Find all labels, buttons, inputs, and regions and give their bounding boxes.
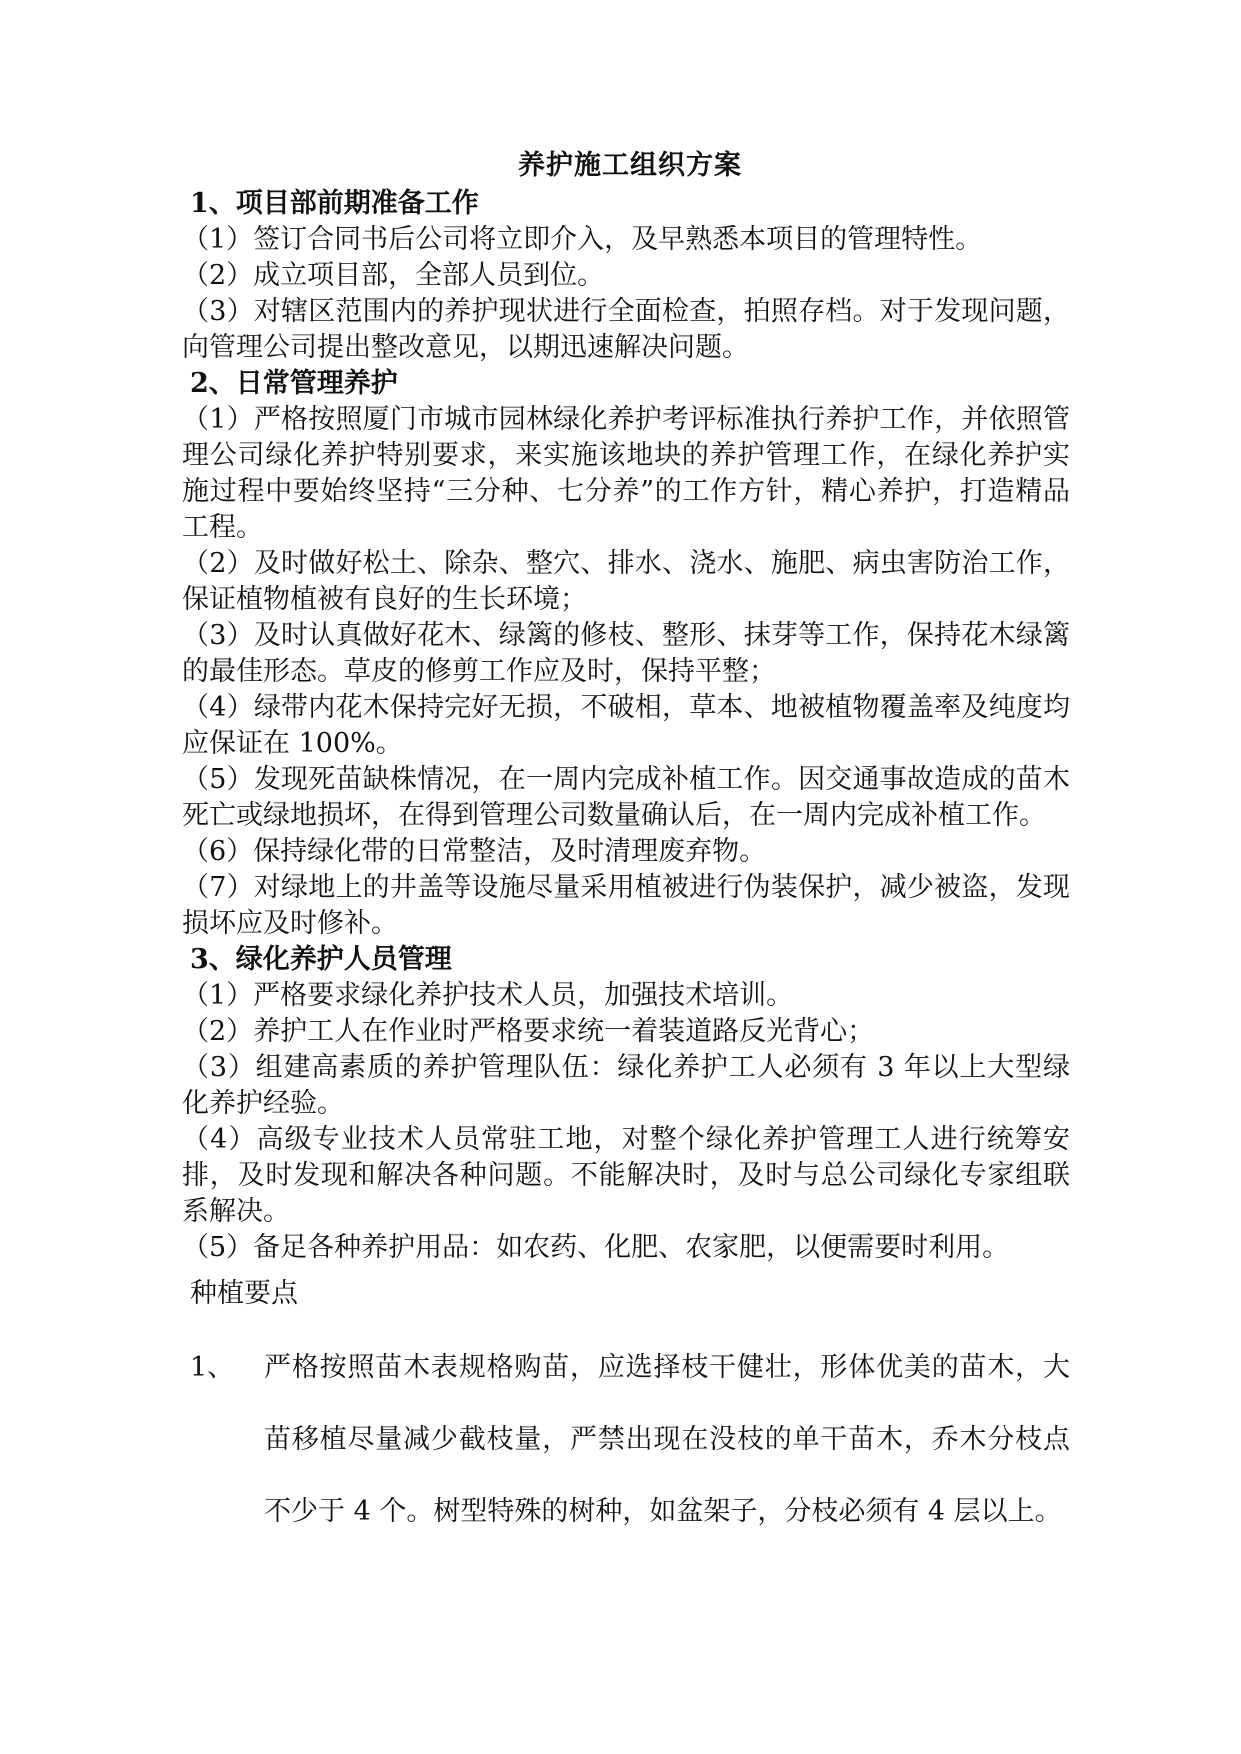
section-heading: 3、绿化养护人员管理 (190, 944, 452, 975)
paragraph: （1）签订合同书后公司将立即介入，及早熟悉本项目的管理特性。 (182, 224, 983, 255)
paragraph: （2）成立项目部，全部人员到位。 (182, 260, 605, 291)
paragraph: （2）及时做好松土、除杂、整穴、排水、浇水、施肥、病虫害防治工作，保证植物植被有良好的生长环境； (182, 548, 1070, 615)
list-item (190, 1350, 1070, 1548)
paragraph: （1）严格要求绿化养护技术人员，加强技术培训。 (182, 980, 794, 1011)
document-title: 养护施工组织方案 (518, 150, 742, 181)
section-2 (182, 366, 1070, 942)
paragraph: （3）及时认真做好花木、绿篱的修枝、整形、抹芽等工作，保持花木绿篱的最佳形态。草皮的修剪工作应及时，保持平整； (182, 620, 1070, 687)
section-heading: 1、项目部前期准备工作 (190, 188, 479, 219)
planting-heading: 种植要点 (190, 1278, 298, 1309)
section-3 (182, 942, 1070, 1266)
paragraph: （7）对绿地上的井盖等设施尽量采用植被进行伪装保护，减少被盗，发现损坏应及时修补。 (182, 872, 1070, 939)
paragraph: （5）备足各种养护用品：如农药、化肥、农家肥，以便需要时利用。 (182, 1232, 1010, 1263)
paragraph: （2）养护工人在作业时严格要求统一着装道路反光背心； (182, 1016, 875, 1047)
paragraph: （6）保持绿化带的日常整洁，及时清理废弃物。 (182, 836, 767, 867)
paragraph: （5）发现死苗缺株情况，在一周内完成补植工作。因交通事故造成的苗木死亡或绿地损坏，在得到管理公司数量确认后，在一周内完成补植工作。 (182, 764, 1070, 831)
paragraph: （4）高级专业技术人员常驻工地，对整个绿化养护管理工人进行统筹安排，及时发现和解决各种问题。不能解决时，及时与总公司绿化专家组联系解决。 (182, 1124, 1070, 1227)
paragraph: （1）严格按照厦门市城市园林绿化养护考评标准执行养护工作，并依照管理公司绿化养护特别要求，来实施该地块的养护管理工作，在绿化养护实施过程中要始终坚持“三分种、七分养”的工作方针，精心养护，打造精品工程。 (182, 404, 1070, 543)
paragraph: （3）组建高素质的养护管理队伍：绿化养护工人必须有 3 年以上大型绿化养护经验。 (182, 1052, 1070, 1119)
list-item-number: 1、 (190, 1352, 235, 1383)
section-1 (182, 186, 1070, 366)
list-item-text: 严格按照苗木表规格购苗，应选择枝干健壮，形体优美的苗木，大苗移植尽量减少截枝量，严禁出现在没枝的单干苗木，乔木分枝点不少于 4 个。树型特殊的树种，如盆架子，分枝必须有 4 层以上。 (264, 1352, 1070, 1527)
section-heading: 2、日常管理养护 (190, 368, 398, 399)
paragraph: （3）对辖区范围内的养护现状进行全面检查，拍照存档。对于发现问题，向管理公司提出整改意见，以期迅速解决问题。 (182, 296, 1070, 363)
planting-section (190, 1276, 1070, 1548)
document-page (182, 148, 1070, 1548)
paragraph: （4）绿带内花木保持完好无损，不破相，草本、地被植物覆盖率及纯度均应保证在 100%。 (182, 692, 1070, 759)
